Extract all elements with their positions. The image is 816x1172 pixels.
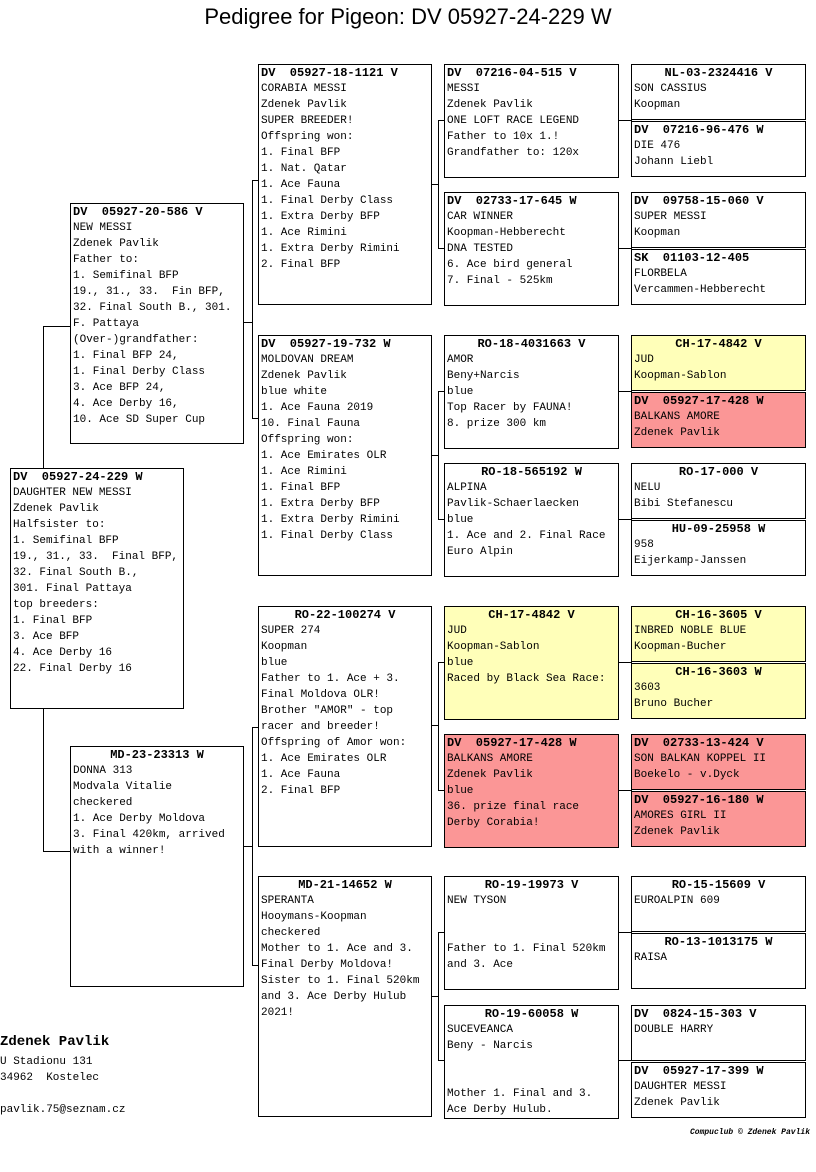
pigeon-name: AMORES GIRL II (634, 810, 727, 822)
ring-number: DV 05927-19-732 W (261, 337, 391, 351)
pigeon-info-line: 3. Final 420km, arrived with a winner! (73, 829, 232, 857)
pigeon-info-line: Boekelo - v.Dyck (634, 769, 740, 781)
connector (438, 932, 439, 1060)
pigeon-info-line: Koopman-Sablon (634, 370, 727, 382)
pigeon-info-line: 1. Ace Fauna (261, 179, 341, 191)
pigeon-info-line: 1. Ace Rimini (261, 466, 347, 478)
pigeon-info-line: 1. Ace Rimini (261, 227, 347, 239)
breeder-name: Zdenek Pavlik (0, 1034, 110, 1050)
pigeon-info-line: 301. Final Pattaya (13, 583, 132, 595)
pigeon-info-line: Mother to 1. Ace and 3. Final Derby Moldova! (261, 943, 420, 971)
connector (431, 184, 438, 185)
connector (618, 120, 632, 121)
pedigree-card-mmm (444, 1005, 619, 1119)
pigeon-info-line: blue (447, 657, 474, 669)
ring-number: CH-16-3605 V (675, 608, 762, 622)
page-title: Pedigree for Pigeon: DV 05927-24-229 W (204, 4, 612, 29)
pigeon-info-line: Raced by Black Sea Race: (447, 673, 606, 685)
pigeon-info-line: blue (261, 657, 288, 669)
ring-number: DV 05927-18-1121 V (261, 66, 398, 80)
pigeon-name: BALKANS AMORE (447, 753, 533, 765)
pigeon-info-line: 1. Extra Derby Rimini (261, 243, 400, 255)
pedigree-card-g6 (631, 392, 806, 448)
ring-number: RO-17-000 V (678, 465, 759, 479)
pedigree-card-g8 (631, 520, 806, 576)
pigeon-info-line: 22. Final Derby 16 (13, 663, 132, 675)
pigeon-info-line: 1. Ace Fauna (261, 769, 341, 781)
ring-number: MD-23-23313 W (110, 748, 204, 762)
pigeon-info-line: 1. Final BFP (13, 615, 93, 627)
ring-number: RO-18-565192 W (481, 465, 582, 479)
pigeon-info-line: 1. Ace Fauna 2019 (261, 402, 374, 414)
pigeon-info-line: Halfsister to: (13, 519, 106, 531)
pigeon-info-line (447, 1054, 616, 1070)
pigeon-info-line: Vercammen-Hebberecht (634, 284, 767, 296)
pigeon-info-line: Father to: (73, 254, 140, 266)
pedigree-card-ff (258, 64, 432, 305)
connector (618, 519, 632, 520)
pigeon-name: EUROALPIN 609 (634, 895, 720, 907)
pigeon-name: DAUGHTER MESSI (634, 1081, 727, 1093)
pigeon-info-line: Brother "AMOR" - top racer and breeder! (261, 705, 400, 733)
pigeon-info-line: 4. Ace Derby 16 (13, 647, 113, 659)
pigeon-name: CORABIA MESSI (261, 83, 347, 95)
pedigree-card-g9 (631, 606, 806, 662)
ring-number: CH-17-4842 V (488, 608, 575, 622)
pigeon-info-line: checkered (73, 797, 133, 809)
pigeon-info-line: DNA TESTED (447, 243, 514, 255)
connector (431, 996, 438, 997)
pigeon-info-line: Bruno Bucher (634, 698, 714, 710)
pigeon-info-line: blue (447, 386, 474, 398)
pedigree-card-g14 (631, 933, 806, 989)
pedigree-card-g3 (631, 192, 806, 248)
pedigree-card-g10 (631, 663, 806, 719)
pigeon-name: SUPER MESSI (634, 211, 707, 223)
breeder-city: 34962 Kostelec (0, 1072, 100, 1084)
connector (618, 248, 632, 249)
pigeon-info-line: Beny+Narcis (447, 370, 520, 382)
ring-number: RO-15-15609 V (671, 878, 766, 892)
pigeon-info-line: 7. Final - 525km (447, 275, 553, 287)
pigeon-info-line (447, 925, 616, 941)
pigeon-info-line: Zdenek Pavlik (634, 1097, 720, 1109)
ring-number: MD-21-14652 W (298, 878, 392, 892)
pigeon-info-line: Pavlik-Schaerlaecken (447, 498, 580, 510)
pigeon-info-line: 4. Ace Derby 16, (73, 398, 179, 410)
connector (431, 725, 438, 726)
pigeon-info-line: 1. Final BFP (261, 482, 341, 494)
pigeon-name: BALKANS AMORE (634, 411, 720, 423)
pigeon-name: INBRED NOBLE BLUE (634, 625, 747, 637)
ring-number: DV 07216-04-515 V (447, 66, 577, 80)
connector (43, 709, 44, 851)
pedigree-card-g2 (631, 121, 806, 177)
ring-number: DV 05927-17-428 W (634, 394, 764, 408)
pigeon-info-line: top breeders: (13, 599, 99, 611)
pigeon-info-line: Zdenek Pavlik (634, 427, 720, 439)
pigeon-info-line: 19., 31., 33. Final BFP, (13, 551, 179, 563)
pigeon-info-line: 2. Final BFP (261, 785, 341, 797)
connector (618, 1060, 632, 1061)
pigeon-info-line: 1. Ace Emirates OLR (261, 450, 387, 462)
ring-number: RO-19-60058 W (484, 1007, 579, 1021)
pigeon-info-line: 1. Semifinal BFP (73, 270, 179, 282)
pigeon-info-line: 1. Extra Derby BFP (261, 211, 380, 223)
pigeon-name: NEW MESSI (73, 222, 133, 234)
pigeon-info-line: Koopman-Bucher (634, 641, 727, 653)
pedigree-card-g5 (631, 335, 806, 391)
pigeon-info-line: Zdenek Pavlik (634, 826, 720, 838)
pigeon-name: SON CASSIUS (634, 83, 707, 95)
connector (43, 326, 71, 327)
pigeon-name: DOUBLE HARRY (634, 1024, 714, 1036)
ring-number: RO-22-100274 V (294, 608, 396, 622)
pedigree-card-root (10, 468, 184, 709)
pigeon-info-line: Father to 1. Ace + 3. Final Moldova OLR! (261, 673, 407, 701)
pedigree-card-mff (444, 606, 619, 720)
ring-number: DV 05927-17-399 W (634, 1064, 764, 1078)
pigeon-info-line: Offspring won: (261, 434, 354, 446)
pedigree-card-mmf (444, 876, 619, 990)
pigeon-info-line: Johann Liebl (634, 156, 714, 168)
pedigree-card-mfm (444, 734, 619, 848)
ring-number: DV 07216-96-476 W (634, 123, 764, 137)
pigeon-info-line: Mother 1. Final and 3. Ace Derby Hulub. (447, 1088, 599, 1116)
pedigree-card-fff (444, 64, 619, 178)
connector (618, 932, 632, 933)
pedigree-card-g7 (631, 463, 806, 519)
pigeon-name: CAR WINNER (447, 211, 514, 223)
pigeon-info-line: 36. prize final race Derby Corabia! (447, 801, 586, 829)
pigeon-info-line: Zdenek Pavlik (13, 503, 99, 515)
pigeon-info-line: 1. Final Derby Class (261, 195, 394, 207)
connector (252, 727, 253, 965)
pigeon-info-line: 1. Ace Derby Moldova (73, 813, 206, 825)
ring-number: RO-19-19973 V (484, 878, 579, 892)
breeder-email[interactable]: pavlik.75@seznam.cz (0, 1104, 126, 1116)
connector (43, 851, 71, 852)
pigeon-info-line: Koopman (261, 641, 308, 653)
ring-number: DV 05927-16-180 W (634, 793, 764, 807)
pigeon-info-line: 32. Final South B., (13, 567, 139, 579)
connector (438, 662, 439, 790)
pigeon-info-line: Offspring won: (261, 131, 354, 143)
pigeon-info-line: 1. Ace and 2. Final Race Euro Alpin (447, 530, 613, 558)
pedigree-card-mother (70, 746, 244, 987)
pedigree-card-fmf (444, 335, 619, 449)
pigeon-name: DONNA 313 (73, 765, 133, 777)
pigeon-info-line: Father to 1. Final 520km and 3. Ace (447, 943, 613, 971)
pigeon-info-line: Koopman (634, 227, 681, 239)
pigeon-info-line: Beny - Narcis (447, 1040, 533, 1052)
pigeon-name: NELU (634, 482, 661, 494)
pigeon-info-line (447, 909, 616, 925)
pigeon-info-line: Grandfather to: 120x (447, 147, 580, 159)
pigeon-info-line: Bibi Stefanescu (634, 498, 734, 510)
pigeon-info-line: Offspring of Amor won: (261, 737, 407, 749)
pedigree-card-fm (258, 335, 432, 576)
pigeon-info-line: Top Racer by FAUNA! (447, 402, 573, 414)
connector (618, 662, 632, 663)
pigeon-info-line: 2. Final BFP (261, 259, 341, 271)
pedigree-card-g12 (631, 791, 806, 847)
breeder-street: U Stadionu 131 (0, 1056, 93, 1068)
connector (244, 846, 252, 847)
pigeon-info-line: 1. Ace Emirates OLR (261, 753, 387, 765)
pigeon-name: MOLDOVAN DREAM (261, 354, 354, 366)
pigeon-info-line: Koopman-Sablon (447, 641, 540, 653)
pigeon-info-line: Zdenek Pavlik (261, 99, 347, 111)
pigeon-name: 3603 (634, 682, 661, 694)
pigeon-info-line: 1. Final Derby Class (73, 366, 206, 378)
ring-number: DV 02733-13-424 V (634, 736, 764, 750)
pigeon-info-line: ONE LOFT RACE LEGEND (447, 115, 580, 127)
ring-number: DV 02733-17-645 W (447, 194, 577, 208)
pigeon-name: JUD (447, 625, 467, 637)
ring-number: RO-18-4031663 V (477, 337, 586, 351)
pigeon-info-line: 1. Final BFP (261, 147, 341, 159)
pigeon-info-line: 8. prize 300 km (447, 418, 547, 430)
pigeon-info-line: 6. Ace bird general (447, 259, 573, 271)
pedigree-card-g13 (631, 876, 806, 932)
ring-number: DV 09758-15-060 V (634, 194, 764, 208)
pigeon-info-line: checkered (261, 927, 321, 939)
pigeon-info-line: 10. Ace SD Super Cup (73, 414, 206, 426)
pigeon-name: AMOR (447, 354, 474, 366)
pigeon-info-line: Koopman (634, 99, 681, 111)
pigeon-info-line: blue (447, 785, 474, 797)
pigeon-name: FLORBELA (634, 268, 687, 280)
pedigree-card-g15 (631, 1005, 806, 1061)
connector (43, 326, 44, 468)
ring-number: DV 0824-15-303 V (634, 1007, 757, 1021)
pedigree-card-fmm (444, 463, 619, 577)
ring-number: RO-13-1013175 W (664, 935, 773, 949)
pigeon-name: 958 (634, 539, 654, 551)
pigeon-info-line: 1. Semifinal BFP (13, 535, 119, 547)
connector (618, 391, 632, 392)
pigeon-info-line: SUPER BREEDER! (261, 115, 354, 127)
pigeon-info-line: Zdenek Pavlik (261, 370, 347, 382)
pedigree-card-father (70, 203, 244, 444)
ring-number: DV 05927-20-586 V (73, 205, 203, 219)
breeder-info (0, 1034, 125, 1118)
pigeon-name: DAUGHTER NEW MESSI (13, 487, 132, 499)
pigeon-info-line: (Over-)grandfather: (73, 334, 199, 346)
pigeon-name: ALPINA (447, 482, 487, 494)
pigeon-name: SON BALKAN KOPPEL II (634, 753, 767, 765)
ring-number: SK 01103-12-405 (634, 251, 750, 265)
connector (438, 391, 439, 519)
pigeon-info-line (447, 1070, 616, 1086)
pigeon-name: JUD (634, 354, 654, 366)
ring-number: CH-17-4842 V (675, 337, 762, 351)
pedigree-card-g16 (631, 1062, 806, 1118)
ring-number: NL-03-2324416 V (664, 66, 773, 80)
pigeon-name: DIE 476 (634, 140, 681, 152)
pedigree-card-g1 (631, 64, 806, 120)
pigeon-info-line: Zdenek Pavlik (447, 99, 533, 111)
pigeon-info-line: 1. Extra Derby Rimini (261, 514, 400, 526)
pigeon-info-line: 1. Final Derby Class (261, 530, 394, 542)
pedigree-card-mm (258, 876, 432, 1117)
pigeon-name: SUCEVEANCA (447, 1024, 514, 1036)
pigeon-info-line: 19., 31., 33. Fin BFP, 32. Final South B., 301. F. Pattaya (73, 286, 239, 330)
pedigree-card-mf (258, 606, 432, 847)
pigeon-info-line: 3. Ace BFP 24, (73, 382, 166, 394)
pigeon-info-line: Sister to 1. Final 520km and 3. Ace Derby Hulub 2021! (261, 975, 427, 1019)
pigeon-info-line: Zdenek Pavlik (73, 238, 159, 250)
pedigree-card-g4 (631, 249, 806, 305)
pedigree-card-g11 (631, 734, 806, 790)
pigeon-info-line: Father to 10x 1.! (447, 131, 560, 143)
ring-number: DV 05927-24-229 W (13, 470, 143, 484)
pigeon-info-line: 1. Extra Derby BFP (261, 498, 380, 510)
pigeon-info-line: 1. Final BFP 24, (73, 350, 179, 362)
ring-number: DV 05927-17-428 W (447, 736, 577, 750)
connector (618, 790, 632, 791)
pedigree-card-ffm (444, 192, 619, 306)
connector (252, 180, 253, 418)
pigeon-info-line: 3. Ace BFP (13, 631, 80, 643)
pigeon-info-line: blue (447, 514, 474, 526)
pigeon-info-line: Modvala Vitalie (73, 781, 173, 793)
pigeon-info-line: blue white (261, 386, 328, 398)
pigeon-name: RAISA (634, 952, 668, 964)
connector (431, 455, 438, 456)
pigeon-info-line: 10. Final Fauna (261, 418, 361, 430)
ring-number: HU-09-25958 W (671, 522, 766, 536)
pigeon-name: SPERANTA (261, 895, 314, 907)
pigeon-name: NEW TYSON (447, 895, 507, 907)
pigeon-name: MESSI (447, 83, 481, 95)
connector (438, 120, 439, 248)
pigeon-info-line: 1. Nat. Qatar (261, 163, 347, 175)
pigeon-info-line: Hooymans-Koopman (261, 911, 367, 923)
footer-credit: Compuclub © Zdenek Pavlik (689, 1128, 810, 1137)
pigeon-info-line: Eijerkamp-Janssen (634, 555, 747, 567)
connector (244, 322, 252, 323)
pigeon-name: SUPER 274 (261, 625, 321, 637)
pigeon-info-line: Koopman-Hebberecht (447, 227, 566, 239)
pigeon-info-line: Zdenek Pavlik (447, 769, 533, 781)
ring-number: CH-16-3603 W (675, 665, 762, 679)
